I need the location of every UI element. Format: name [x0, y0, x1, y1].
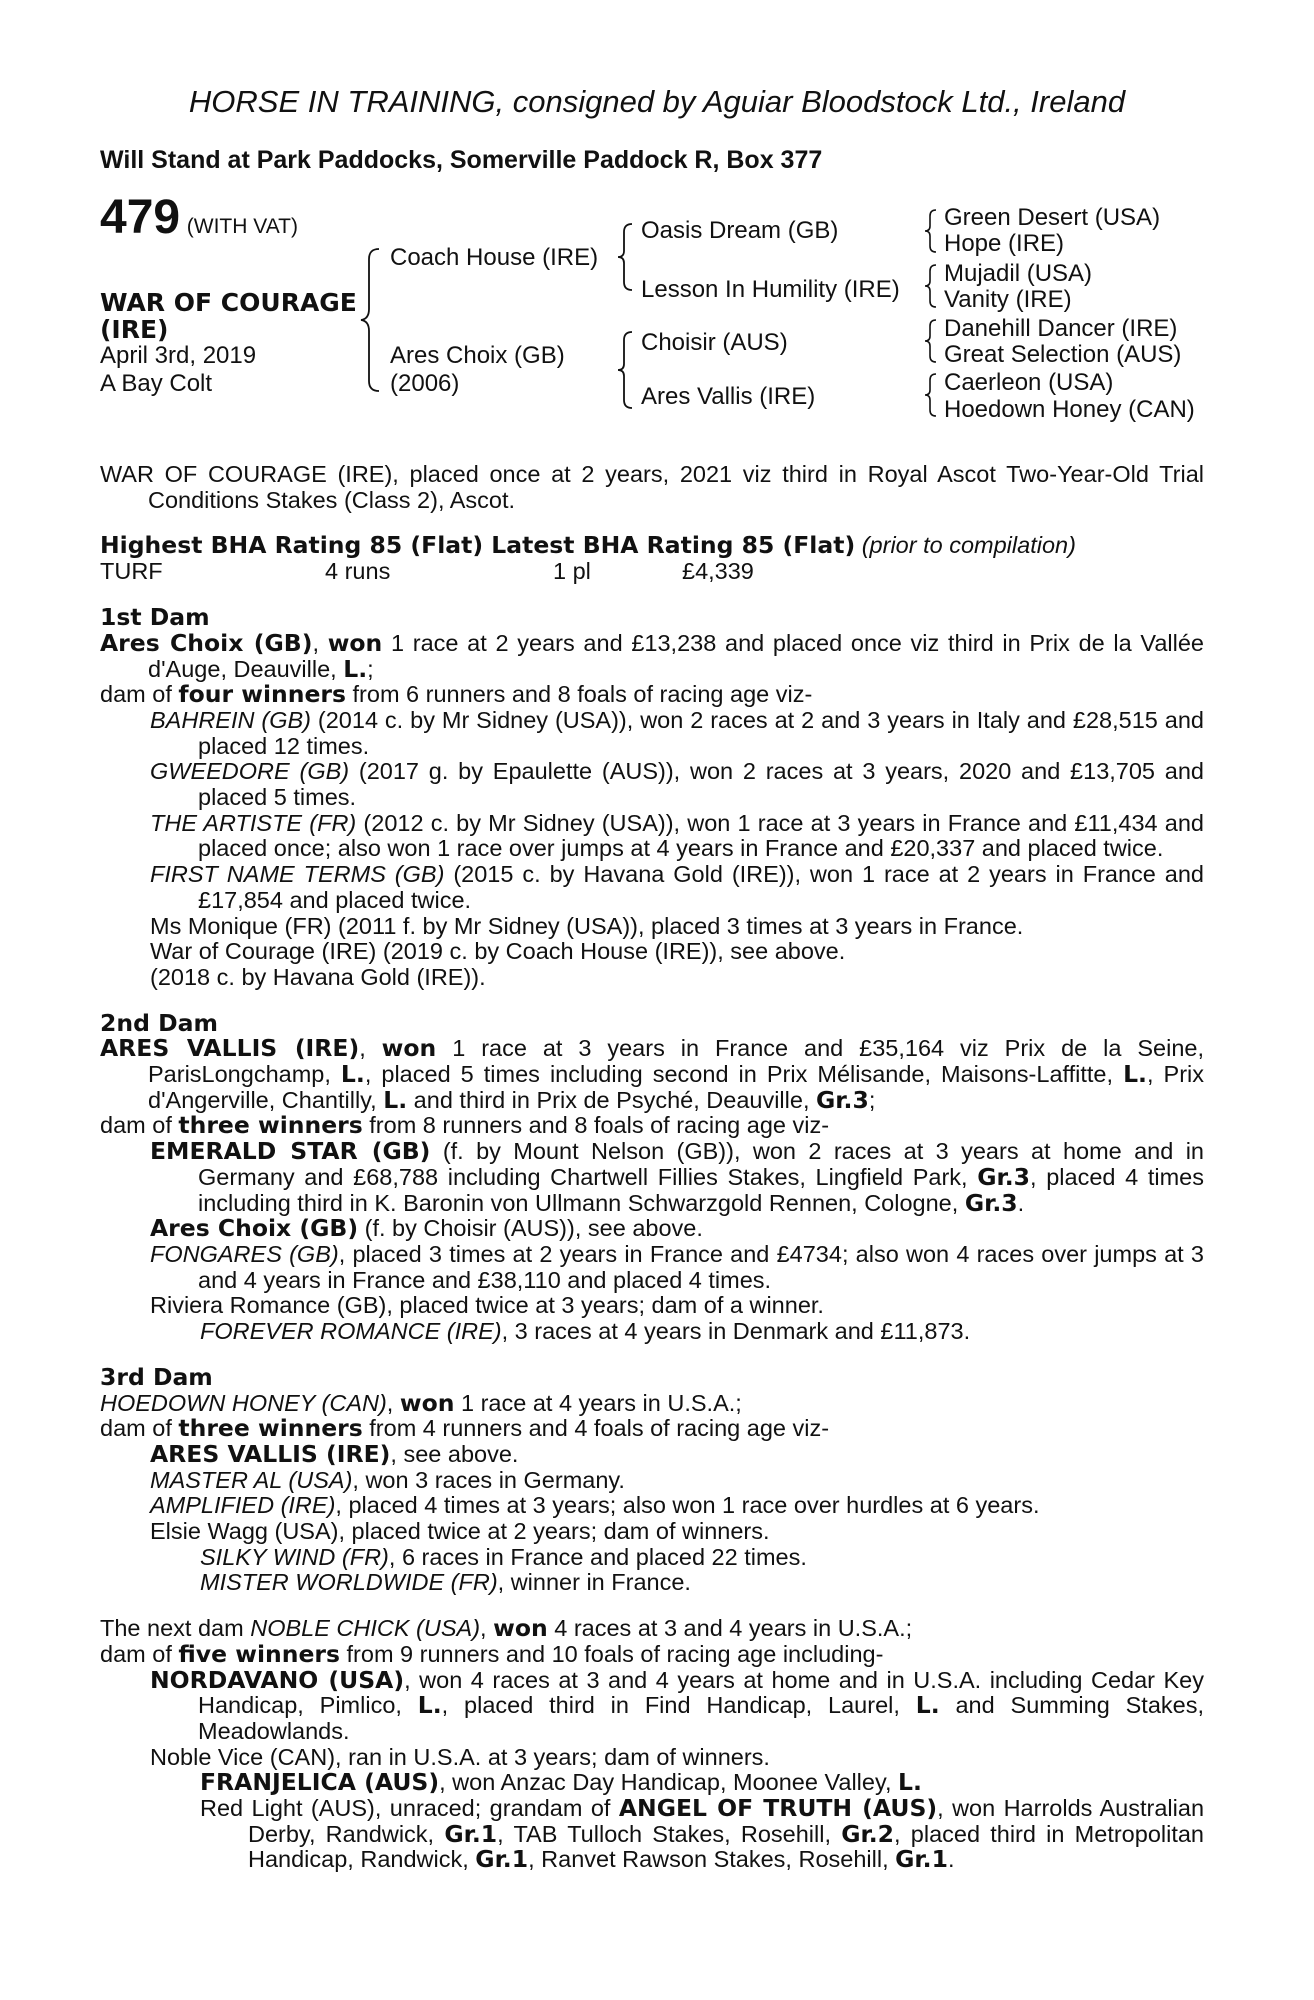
produce-entry [100, 1139, 1204, 1216]
produce-text: , won 3 races in Germany. [352, 1466, 625, 1493]
produce-text: , Ranvet Rawson Stakes, Rosehill, [528, 1846, 896, 1873]
pedigree-brace-dam [612, 330, 638, 410]
produce-entry [100, 1493, 1204, 1519]
pedigree-brace-main [355, 245, 385, 395]
record-text: 1 race at 2 years and £13,238 and placed once viz third in Prix de la Vallée d'Auge, Deauville, [148, 629, 1204, 682]
produce-text: (2015 c. by Havana Gold (IRE)), won 1 race at 2 years in France and £17,854 and placed twice. [198, 861, 1204, 913]
runs-count: 4 runs [325, 558, 391, 585]
pedigree-gen3-6: Great Selection (AUS) [944, 341, 1182, 368]
horse-description: A Bay Colt [100, 370, 213, 397]
record-text: ; [367, 655, 374, 682]
produce-name: NORDAVANO (USA) [150, 1665, 405, 1694]
produce-text: (2012 c. by Mr Sidney (USA)), won 1 race at 3 years in France and £11,434 and placed once; also won 1 race over jumps at 4 years in France and £20,337 and placed twice. [198, 809, 1204, 862]
first-dam-heading: 1st Dam [100, 603, 210, 632]
second-dam-name: ARES VALLIS (IRE) [100, 1034, 360, 1063]
record-text: and third in Prix de Psyché, Deauville, [407, 1086, 816, 1113]
group-label: Gr.3 [977, 1162, 1031, 1191]
second-dam-produce-summary [100, 1113, 1204, 1139]
produce-name: GWEEDORE (GB) [150, 758, 350, 785]
surface: TURF [100, 558, 163, 585]
produce-text: , placed 4 times at 3 years; also won 1 race over hurdles at 6 years. [335, 1492, 1040, 1519]
runs-summary [100, 559, 1204, 585]
second-dam-heading: 2nd Dam [100, 1008, 218, 1037]
record-text: from 9 runners and 10 foals of racing age including- [339, 1640, 884, 1667]
rating-note: (prior to compilation) [861, 532, 1076, 559]
produce-name: SILKY WIND (FR) [200, 1543, 389, 1570]
placed-count: 1 pl [553, 558, 591, 585]
produce-text: , placed 4 times including third in K. Baronin von Ullmann Schwarzgold Rennen, Cologne, [198, 1163, 1204, 1216]
won-label: won [327, 628, 383, 657]
second-dam-record: ARES VALLIS (IRE), won 1 race at 3 years in France and £35,164 viz Prix de la Seine, ParisLongchamp, L., placed 5 times including second in Prix Mélisande, Maisons-Laffitte, L., Prix d'Angerville, Chantilly, L. and third in Prix de Psyché, Deauville, Gr.3; [100, 1034, 1205, 1114]
produce-text: and Summing Stakes, Meadowlands. [198, 1692, 1204, 1744]
record-text: The next dam [100, 1615, 251, 1642]
pedigree-gen3-5: Danehill Dancer (IRE) [944, 315, 1178, 342]
produce-entry: Riviera Romance (GB), placed twice at 3 years; dam of a winner. [150, 1292, 824, 1319]
produce-entry [100, 1665, 1204, 1745]
produce-entry [100, 1796, 1204, 1873]
produce-name: THE ARTISTE (FR) [150, 809, 357, 836]
produce-name: FIRST NAME TERMS (GB) [150, 861, 445, 888]
first-dam-produce-summary [100, 682, 1204, 708]
pedigree-gen3-1: Green Desert (USA) [944, 204, 1161, 231]
lot-number: 479 [100, 191, 181, 244]
listed-label: L. [417, 1691, 442, 1720]
won-label: won [493, 1614, 548, 1643]
record-text: 4 races at 3 and 4 years in U.S.A.; [547, 1615, 913, 1642]
produce-text: , TAB Tulloch Stakes, Rosehill, [497, 1820, 842, 1847]
produce-name: FONGARES (GB) [150, 1240, 339, 1267]
pedigree-brace-sire [612, 222, 638, 292]
rating-line [100, 533, 1204, 559]
record-text: dam of [100, 1640, 179, 1667]
pedigree-sire: Coach House (IRE) [390, 244, 599, 271]
group-label: Gr.3 [816, 1085, 869, 1114]
pedigree-sire-sire: Oasis Dream (GB) [641, 217, 839, 244]
pedigree-brace-g2 [920, 263, 940, 309]
listed-label: L. [340, 1060, 365, 1089]
produce-name: FOREVER ROMANCE (IRE) [200, 1318, 502, 1345]
horse-name-suffix: (IRE) [100, 315, 169, 344]
produce-entry [100, 811, 1204, 862]
horse-name: WAR OF COURAGE [100, 288, 357, 317]
produce-entry [100, 1770, 1204, 1796]
next-dam-name: NOBLE CHICK (USA) [250, 1615, 481, 1642]
group-label: Gr.1 [444, 1819, 498, 1848]
record-text: dam of [100, 681, 179, 708]
produce-entry [100, 1242, 1204, 1293]
pedigree-gen3-4: Vanity (IRE) [944, 286, 1072, 313]
produce-text: , placed 3 times at 2 years in France and £4734; also won 4 races over jumps at 3 and 4 years in France and £38,110 and placed 4 times. [198, 1240, 1204, 1293]
third-dam-record: HOEDOWN HONEY (CAN), won 1 race at 4 years in U.S.A.; [100, 1388, 742, 1417]
produce-entry [100, 1216, 1204, 1242]
produce-text: Red Light (AUS), unraced; grandam of [200, 1795, 619, 1822]
listed-label: L. [1123, 1060, 1147, 1089]
produce-name: BAHREIN (GB) [150, 706, 311, 733]
produce-entry: (2018 c. by Havana Gold (IRE)). [150, 963, 486, 990]
produce-entry: Noble Vice (CAN), ran in U.S.A. at 3 years; dam of winners. [150, 1743, 770, 1770]
produce-text: (2017 g. by Epaulette (AUS)), won 2 races at 3 years, 2020 and £13,705 and placed 5 times. [198, 758, 1204, 811]
record-text: from 8 runners and 8 foals of racing age viz- [362, 1112, 830, 1139]
produce-entry [100, 1545, 1204, 1571]
catalogue-body [100, 462, 1204, 1873]
pedigree-dam-dam: Ares Vallis (IRE) [641, 383, 816, 410]
produce-entry [100, 1468, 1204, 1494]
page-title: HORSE IN TRAINING, consigned by Aguiar Bloodstock Ltd., Ireland [188, 84, 1126, 119]
produce-text: , placed third in Find Handicap, Laurel, [441, 1692, 916, 1719]
produce-entry [100, 1319, 1204, 1345]
produce-name: Ares Choix (GB) [150, 1214, 359, 1243]
pedigree-brace-g1 [920, 208, 940, 254]
listed-label: L. [383, 1085, 408, 1114]
listed-label: L. [898, 1768, 922, 1797]
record-text: 1 race at 3 years in France and £35,164 viz Prix de la Seine, ParisLongchamp, [148, 1035, 1205, 1088]
produce-text: , 6 races in France and placed 22 times. [388, 1543, 807, 1570]
third-dam-heading: 3rd Dam [100, 1362, 213, 1391]
produce-entry [100, 1439, 1204, 1468]
pedigree-sire-dam: Lesson In Humility (IRE) [641, 276, 900, 303]
group-label: Gr.2 [841, 1819, 895, 1848]
produce-text: . [1017, 1189, 1025, 1216]
next-dam-record: The next dam NOBLE CHICK (USA), won 4 races at 3 and 4 years in U.S.A.; [100, 1614, 913, 1643]
produce-text: , see above. [390, 1440, 519, 1467]
vat-note: (WITH VAT) [186, 215, 298, 238]
produce-name: MASTER AL (USA) [150, 1466, 353, 1493]
pedigree-brace-g3 [920, 318, 940, 364]
first-dam-record: Ares Choix (GB), won 1 race at 2 years and £13,238 and placed once viz third in Prix de la Vallée d'Auge, Deauville, L.; [100, 628, 1204, 683]
record-text: , placed 5 times including second in Prix Mélisande, Maisons-Laffitte, [364, 1061, 1124, 1088]
next-dam-produce-summary [100, 1639, 1204, 1668]
earnings: £4,339 [682, 558, 754, 585]
produce-text: . [947, 1846, 955, 1873]
produce-name: EMERALD STAR (GB) [150, 1137, 431, 1166]
produce-name: MISTER WORLDWIDE (FR) [200, 1569, 498, 1596]
pedigree-dam-year: (2006) [390, 370, 460, 397]
record-text: from 6 runners and 8 foals of racing age viz- [346, 681, 813, 708]
produce-entry [100, 708, 1204, 759]
produce-name: ANGEL OF TRUTH (AUS) [618, 1794, 938, 1823]
produce-text: , 3 races at 4 years in Denmark and £11,873. [501, 1318, 971, 1345]
pedigree-gen3-3: Mujadil (USA) [944, 260, 1093, 287]
group-label: Gr.1 [475, 1845, 529, 1874]
third-dam-produce-summary [100, 1416, 1204, 1442]
produce-text: (2014 c. by Mr Sidney (USA)), won 2 races at 2 and 3 years in Italy and £28,515 and placed 12 times. [198, 706, 1204, 759]
produce-text: , placed third in Metropolitan Handicap, Randwick, [248, 1820, 1204, 1873]
produce-name: ARES VALLIS (IRE) [150, 1439, 391, 1468]
produce-text: (f. by Mount Nelson (GB)), won 2 races at 3 years at home and in Germany and £68,788 including Chartwell Fillies Stakes, Lingfield Park, [198, 1138, 1204, 1190]
produce-entry [100, 1570, 1204, 1596]
group-label: Gr.3 [964, 1188, 1018, 1217]
pedigree-gen3-2: Hope (IRE) [944, 230, 1065, 257]
pedigree-brace-g4 [920, 372, 940, 418]
produce-text: , winner in France. [497, 1569, 691, 1596]
listed-label: L. [915, 1691, 940, 1720]
record-text: ; [868, 1086, 876, 1113]
produce-name: FRANJELICA (AUS) [200, 1768, 440, 1797]
pedigree-dam-sire: Choisir (AUS) [641, 329, 788, 356]
winners-count: three winners [178, 1414, 363, 1443]
produce-entry: Elsie Wagg (USA), placed twice at 2 years; dam of winners. [150, 1518, 770, 1545]
pedigree-gen3-7: Caerleon (USA) [944, 369, 1114, 396]
bha-rating: Highest BHA Rating 85 (Flat) Latest BHA Rating 85 (Flat) [100, 531, 856, 560]
produce-name: AMPLIFIED (IRE) [150, 1492, 336, 1519]
pedigree-dam: Ares Choix (GB) [390, 342, 565, 369]
won-label: won [381, 1034, 437, 1063]
record-text: , Prix d'Angerville, Chantilly, [148, 1061, 1204, 1113]
produce-text: (f. by Choisir (AUS)), see above. [358, 1215, 703, 1242]
first-dam-name: Ares Choix (GB) [100, 628, 313, 657]
produce-text: , won Anzac Day Handicap, Moonee Valley, [439, 1769, 899, 1796]
record-text: from 4 runners and 4 foals of racing age viz- [362, 1415, 830, 1442]
stand-location: Will Stand at Park Paddocks, Somerville Paddock R, Box 377 [100, 146, 823, 174]
winners-count: three winners [178, 1111, 363, 1140]
winners-count: four winners [178, 680, 346, 709]
winners-count: five winners [178, 1639, 340, 1668]
pedigree-gen3-8: Hoedown Honey (CAN) [944, 396, 1195, 423]
produce-entry: Ms Monique (FR) (2011 f. by Mr Sidney (USA)), placed 3 times at 3 years in France. [150, 912, 1024, 939]
group-label: Gr.1 [895, 1845, 948, 1874]
race-record-summary: WAR OF COURAGE (IRE), placed once at 2 years, 2021 viz third in Royal Ascot Two-Year-Old Trial Conditions Stakes (Class 2), Ascot. [100, 461, 1204, 513]
listed-label: L. [343, 654, 368, 683]
record-text: 1 race at 4 years in U.S.A.; [454, 1389, 742, 1416]
produce-text: , won 4 races at 3 and 4 years at home and in U.S.A. including Cedar Key Handicap, Pimlico, [198, 1666, 1204, 1719]
produce-entry [100, 862, 1204, 913]
record-text: dam of [100, 1415, 179, 1442]
lot-number-line [100, 191, 298, 244]
foaling-date: April 3rd, 2019 [100, 342, 257, 369]
produce-entry: War of Courage (IRE) (2019 c. by Coach House (IRE)), see above. [150, 938, 846, 965]
produce-entry [100, 759, 1204, 810]
produce-text: , won Harrolds Australian Derby, Randwick, [248, 1795, 1205, 1847]
record-text: dam of [100, 1112, 179, 1139]
won-label: won [399, 1388, 455, 1417]
third-dam-name: HOEDOWN HONEY (CAN) [100, 1389, 387, 1416]
